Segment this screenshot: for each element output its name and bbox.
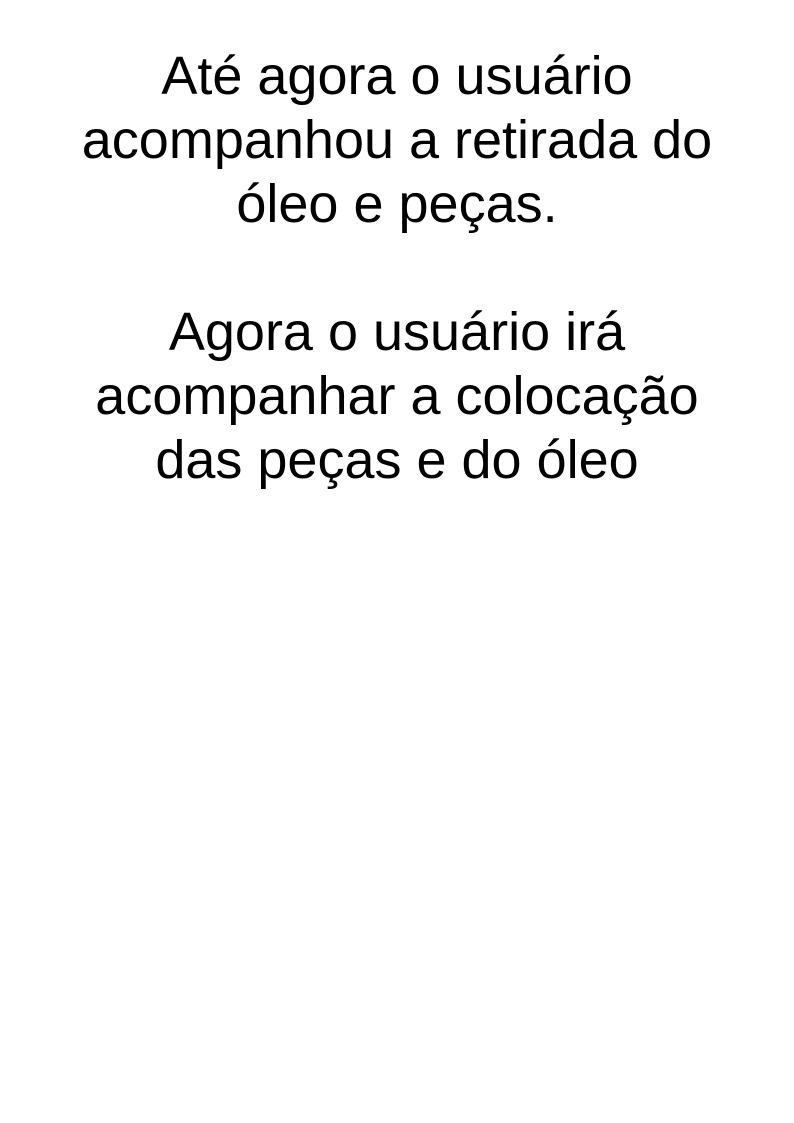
paragraph-line: das peças e do óleo [155,430,639,490]
paragraph-line: Até agora o usuário [161,46,633,106]
paragraph-line: Agora o usuário irá [168,302,626,362]
paragraph-line: acompanhar a colocação [95,366,699,426]
paragraph-previous-step [0,44,794,236]
paragraph-line: óleo e peças. [236,174,558,234]
paragraph-line: acompanhou a retirada do [81,110,713,170]
paragraph-next-step [0,300,794,492]
